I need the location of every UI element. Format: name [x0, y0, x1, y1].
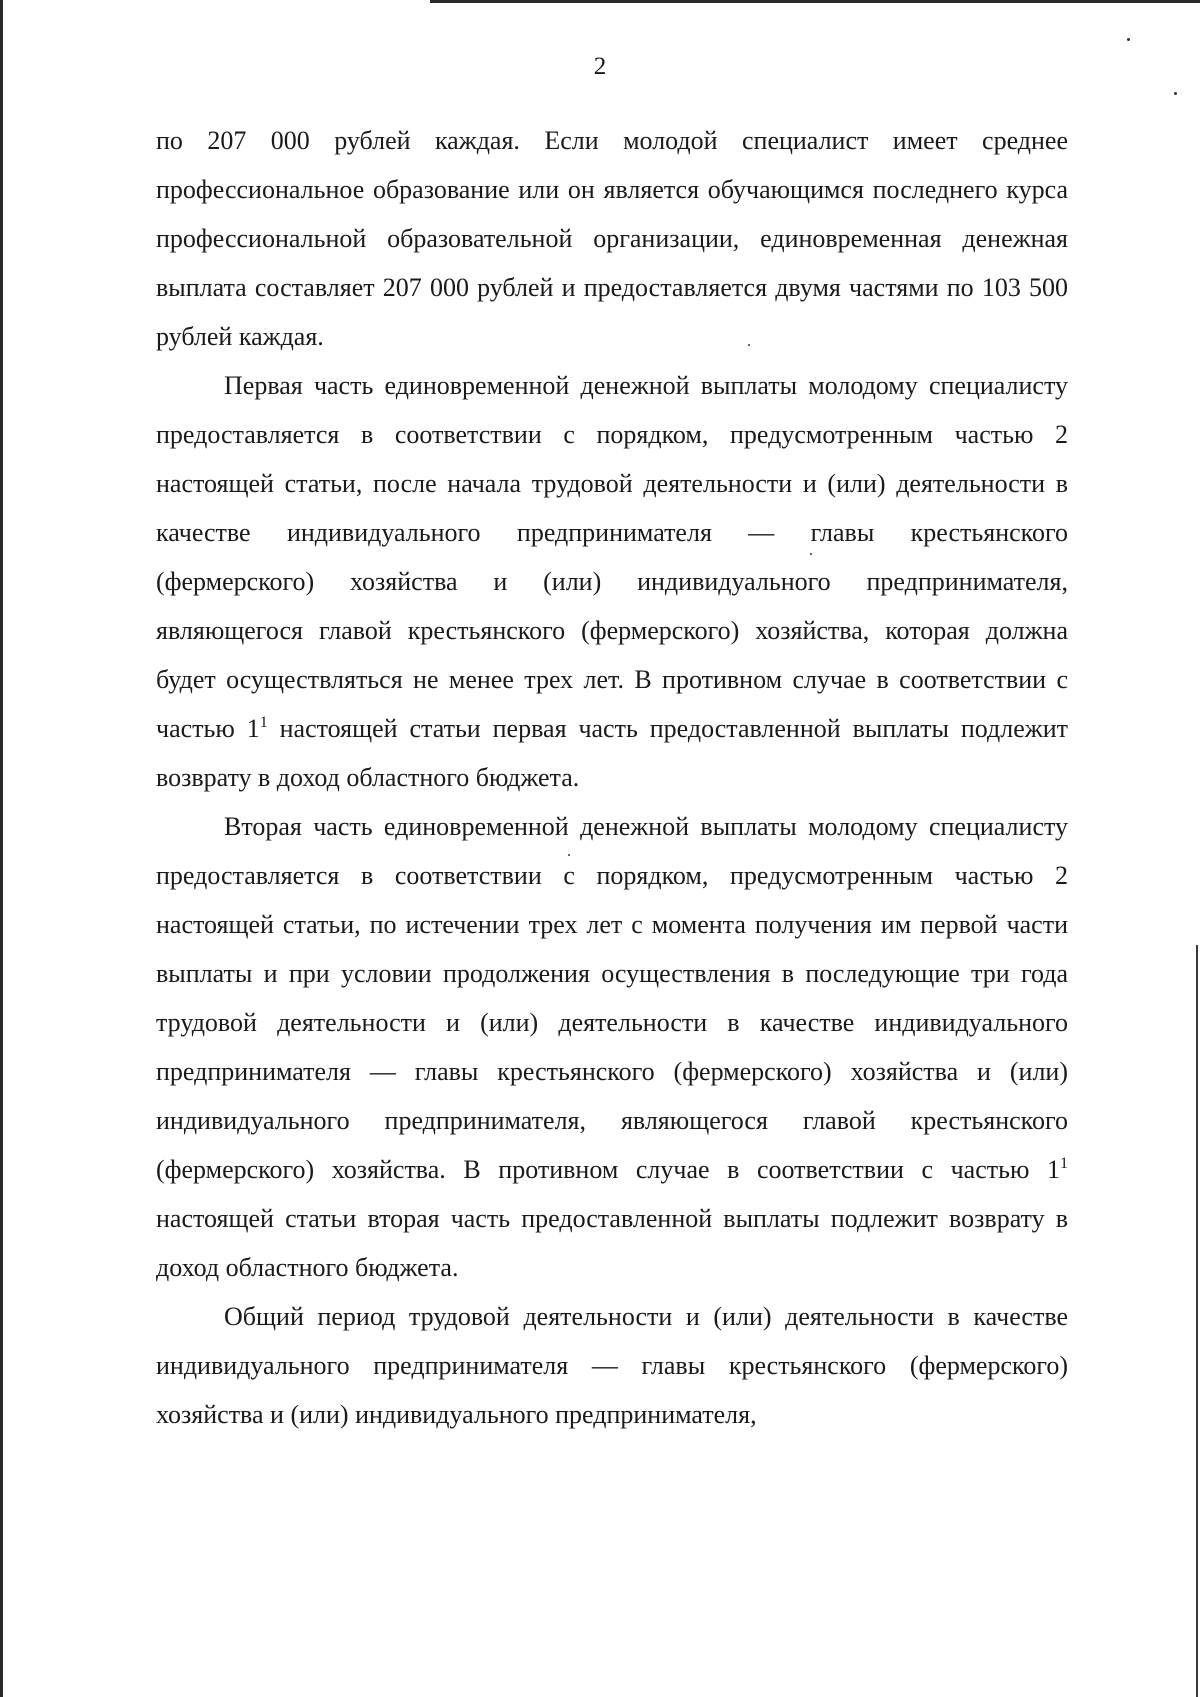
scan-edge-top	[430, 0, 1200, 3]
paragraph-text: настоящей статьи первая часть предоставленной выплаты подлежит возврату в доход областного бюджета.	[156, 714, 1068, 792]
scan-speck	[1174, 92, 1177, 95]
scan-speck	[1127, 38, 1130, 41]
paragraph-text: Общий период трудовой деятельности и (или) деятельности в качестве индивидуального предпринимателя — главы крестьянского (фермерского) хозяйства и (или) индивидуального предпринимателя,	[156, 1302, 1068, 1429]
paragraph-text: Первая часть единовременной денежной выплаты молодому специалисту предоставляется в соответствии с порядком, предусмотренным частью 2 настоящей статьи, после начала трудовой деятельности и (или) деятельности в качестве индивидуального предпринимателя — главы крестьянского (фермерского) хозяйства и (или) индивидуального предпринимателя, являющегося главой крестьянского (фермерского) хозяйства, которая должна будет осуществляться не менее трех лет. В противном случае в соответствии с частью 1	[156, 371, 1068, 743]
paragraph	[156, 116, 1068, 361]
paragraph-text: по 207 000 рублей каждая. Если молодой специалист имеет среднее профессиональное образование или он является обучающимся последнего курса профессиональной образовательной организации, единовременная денежная выплата составляет 207 000 рублей и предоставляется двумя частями по 103 500 рублей каждая.	[156, 126, 1068, 351]
superscript: 1	[1060, 1155, 1068, 1172]
paragraph	[156, 361, 1068, 802]
scan-edge-right	[1196, 945, 1198, 1697]
paragraph	[156, 1292, 1068, 1439]
paragraph-text: настоящей статьи вторая часть предоставленной выплаты подлежит возврату в доход областного бюджета.	[156, 1204, 1068, 1282]
paragraph-text: Вторая часть единовременной денежной выплаты молодому специалисту предоставляется в соответствии с порядком, предусмотренным частью 2 настоящей статьи, по истечении трех лет с момента получения им первой части выплаты и при условии продолжения осуществления в последующие три года трудовой деятельности и (или) деятельности в качестве индивидуального предпринимателя — главы крестьянского (фермерского) хозяйства и (или) индивидуального предпринимателя, являющегося главой крестьянского (фермерского) хозяйства. В противном случае в соответствии с частью 1	[156, 812, 1068, 1184]
paragraph	[156, 802, 1068, 1292]
document-body	[156, 116, 1068, 1439]
superscript: 1	[259, 714, 268, 731]
scan-edge-left	[0, 0, 3, 1697]
page-number: 2	[593, 53, 607, 80]
